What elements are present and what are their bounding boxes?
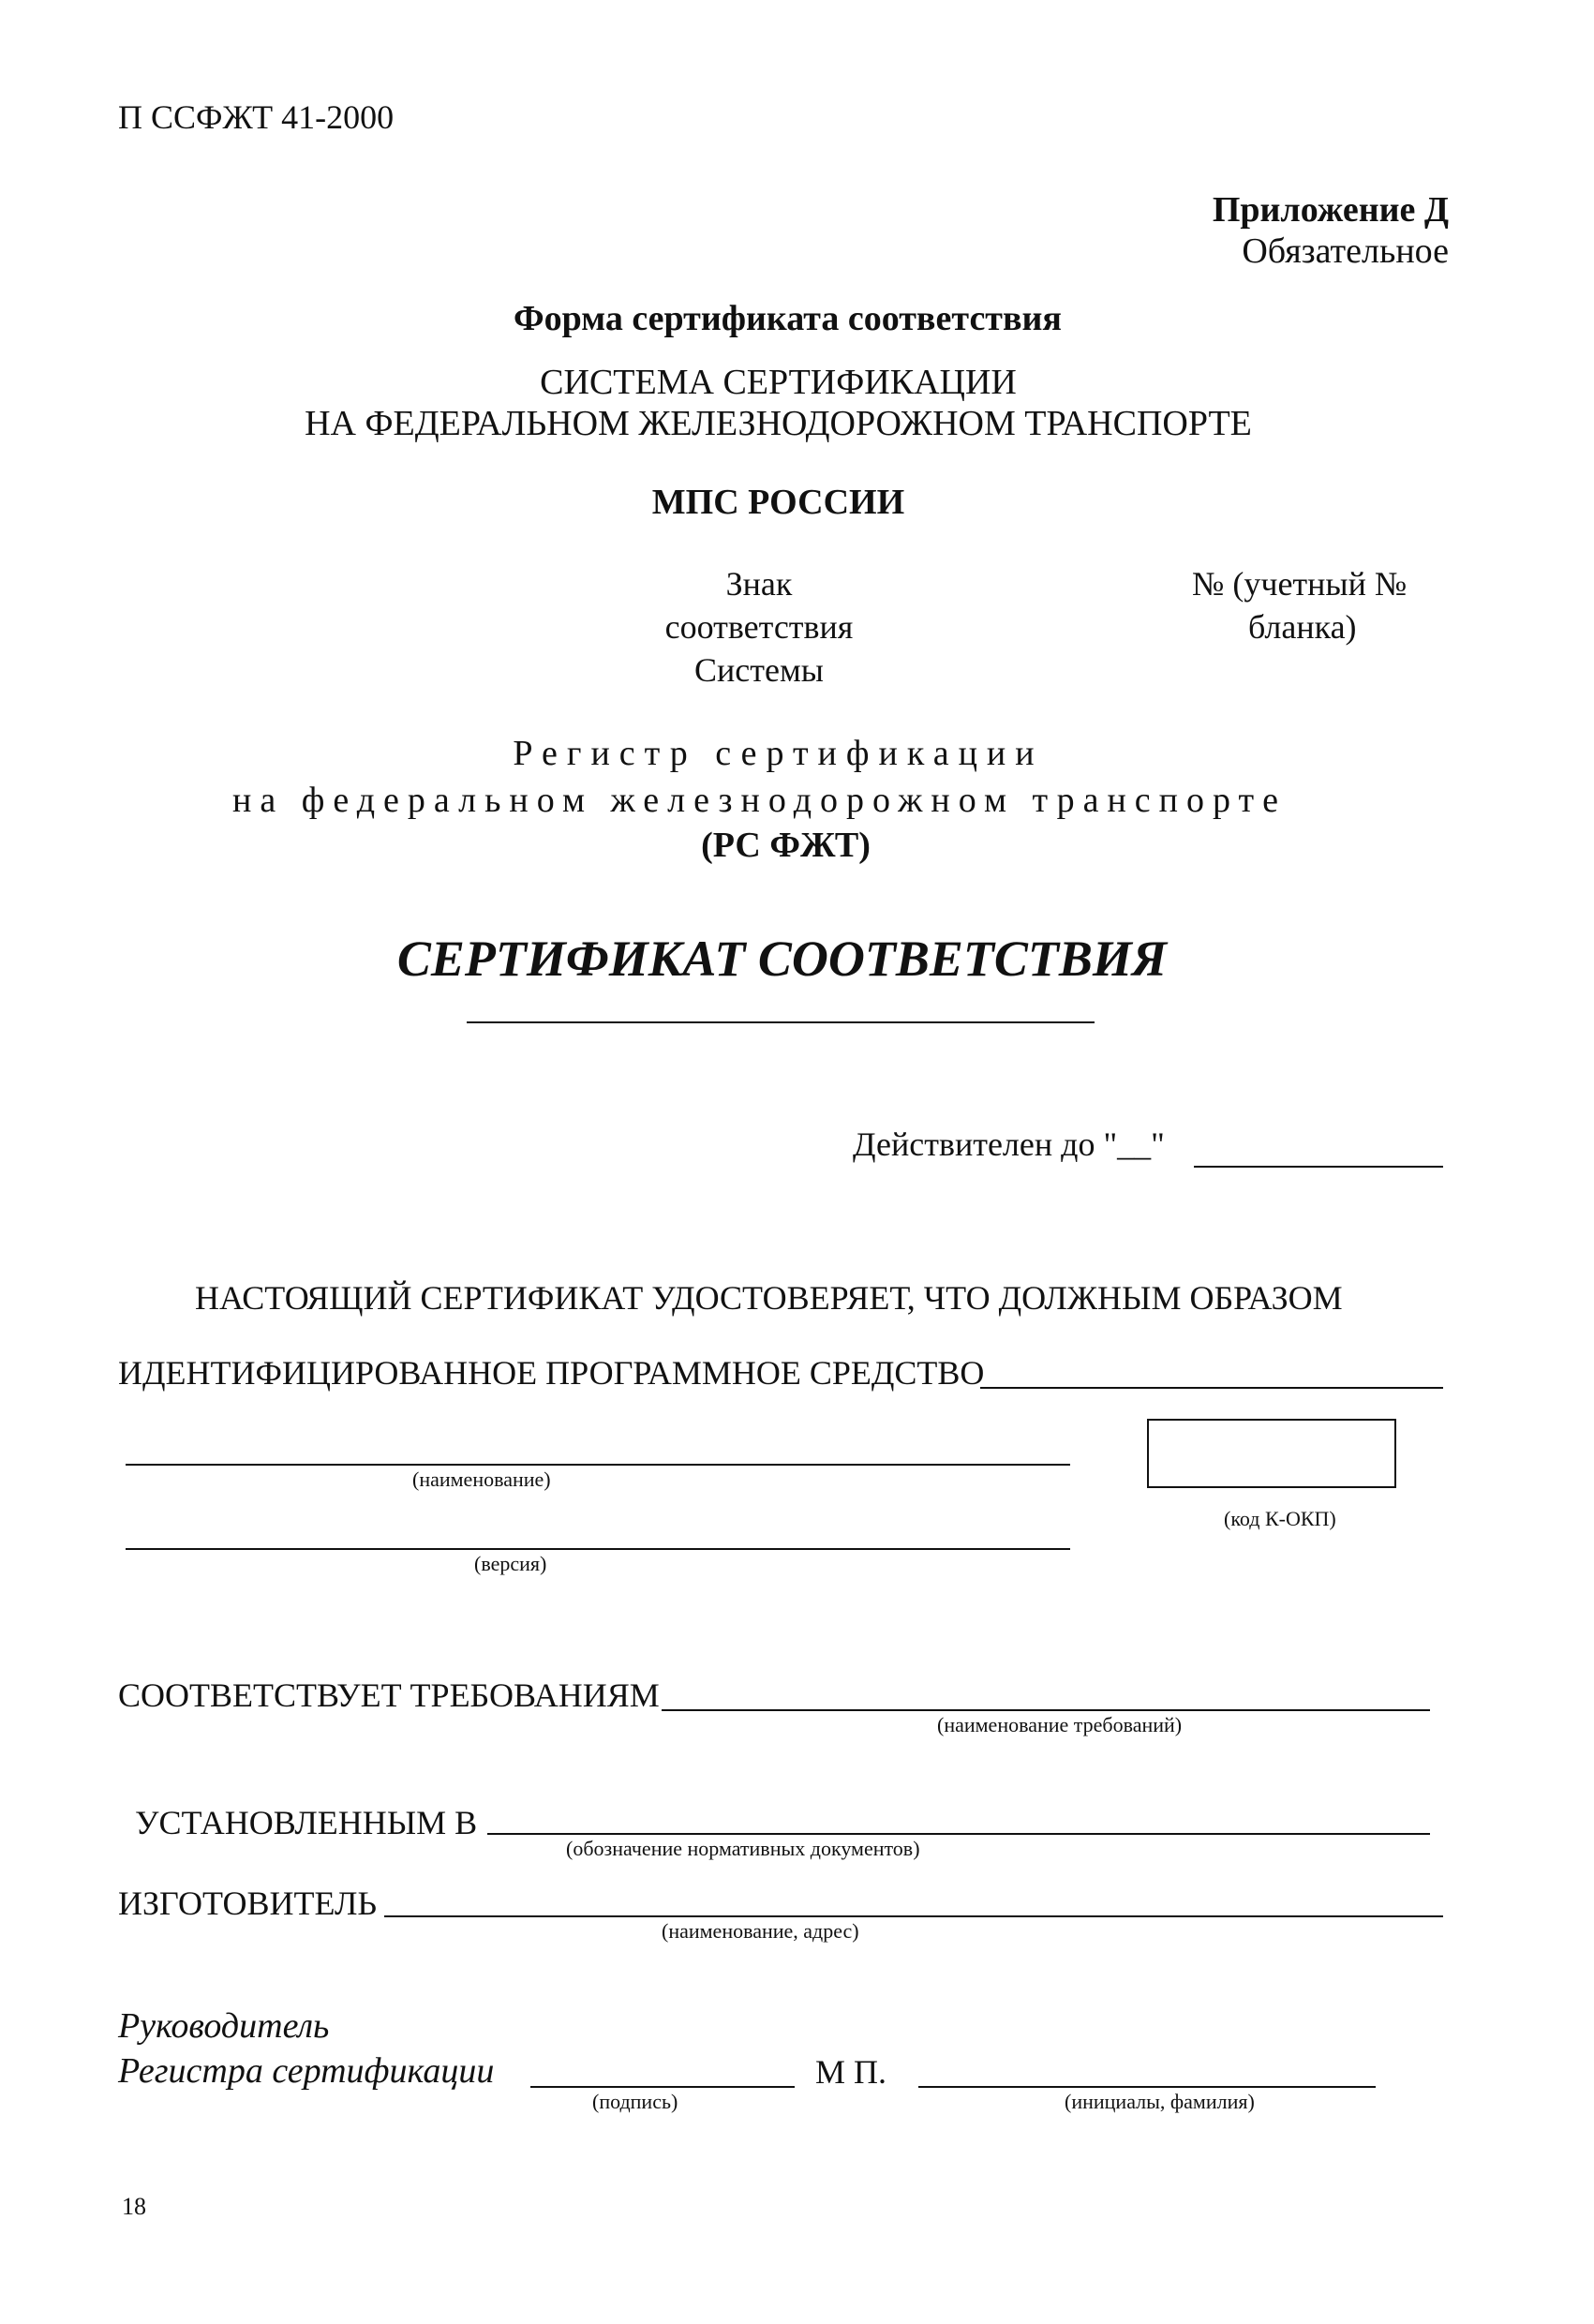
form-title: Форма сертификата соответствия <box>514 299 1062 338</box>
normative-docs-field[interactable] <box>487 1833 1430 1835</box>
requirements-field[interactable] <box>662 1709 1430 1711</box>
manufacturer-caption: (наименование, адрес) <box>662 1919 859 1943</box>
manufacturer-field[interactable] <box>384 1915 1443 1917</box>
system-line-1: СИСТЕМА СЕРТИФИКАЦИИ <box>540 363 1017 402</box>
blank-number-line-2: бланка) <box>1248 608 1357 646</box>
signature-title-line-1: Руководитель <box>118 2006 330 2046</box>
version-caption: (версия) <box>474 1552 547 1575</box>
initials-caption: (инициалы, фамилия) <box>1065 2090 1255 2113</box>
okp-code-caption: (код К-ОКП) <box>1224 1507 1336 1530</box>
title-underline <box>467 1021 1095 1023</box>
register-line-2: на федеральном железнодорожном транспорте <box>232 781 1287 820</box>
statement-line-1: НАСТОЯЩИЙ СЕРТИФИКАТ УДОСТОВЕРЯЕТ, ЧТО ДОЛЖНЫМ ОБРАЗОМ <box>195 1279 1343 1317</box>
appendix-status: Обязательное <box>1242 231 1449 271</box>
normative-docs-caption: (обозначение нормативных документов) <box>566 1837 920 1860</box>
software-field[interactable] <box>980 1387 1443 1389</box>
system-line-2: НА ФЕДЕРАЛЬНОМ ЖЕЛЕЗНОДОРОЖНОМ ТРАНСПОРТЕ <box>305 404 1252 443</box>
document-code: П ССФЖТ 41-2000 <box>118 98 395 136</box>
ministry: МПС РОССИИ <box>651 483 905 522</box>
certificate-title: СЕРТИФИКАТ СООТВЕТСТВИЯ <box>396 931 1168 987</box>
signature-caption: (подпись) <box>592 2090 678 2113</box>
conformity-mark-line-2: соответствия <box>664 608 854 646</box>
blank-number-line-1: № (учетный № <box>1192 565 1408 603</box>
requirements-caption: (наименование требований) <box>937 1713 1183 1736</box>
signature-field[interactable] <box>530 2086 795 2088</box>
initials-field[interactable] <box>918 2086 1376 2088</box>
version-field[interactable] <box>126 1548 1070 1550</box>
statement-line-2: ИДЕНТИФИЦИРОВАННОЕ ПРОГРАММНОЕ СРЕДСТВО <box>118 1354 985 1392</box>
okp-code-box[interactable] <box>1147 1419 1396 1488</box>
valid-until-field[interactable] <box>1194 1166 1443 1168</box>
valid-until-label: Действителен до "__" <box>853 1125 1165 1163</box>
complies-label: СООТВЕТСТВУЕТ ТРЕБОВАНИЯМ <box>118 1676 660 1714</box>
page-number: 18 <box>122 2193 146 2220</box>
signature-title-line-2: Регистра сертификации <box>118 2051 495 2091</box>
register-abbreviation: (РС ФЖТ) <box>701 826 871 865</box>
established-label: УСТАНОВЛЕННЫМ В <box>135 1804 478 1841</box>
name-caption: (наименование) <box>412 1467 551 1491</box>
conformity-mark-line-1: Знак <box>725 565 793 603</box>
name-field[interactable] <box>126 1464 1070 1466</box>
manufacturer-label: ИЗГОТОВИТЕЛЬ <box>118 1885 378 1922</box>
register-line-1: Регистр сертификации <box>513 734 1044 773</box>
appendix-title: Приложение Д <box>1212 190 1449 230</box>
seal-label: М П. <box>815 2053 887 2091</box>
conformity-mark-line-3: Системы <box>694 651 824 689</box>
